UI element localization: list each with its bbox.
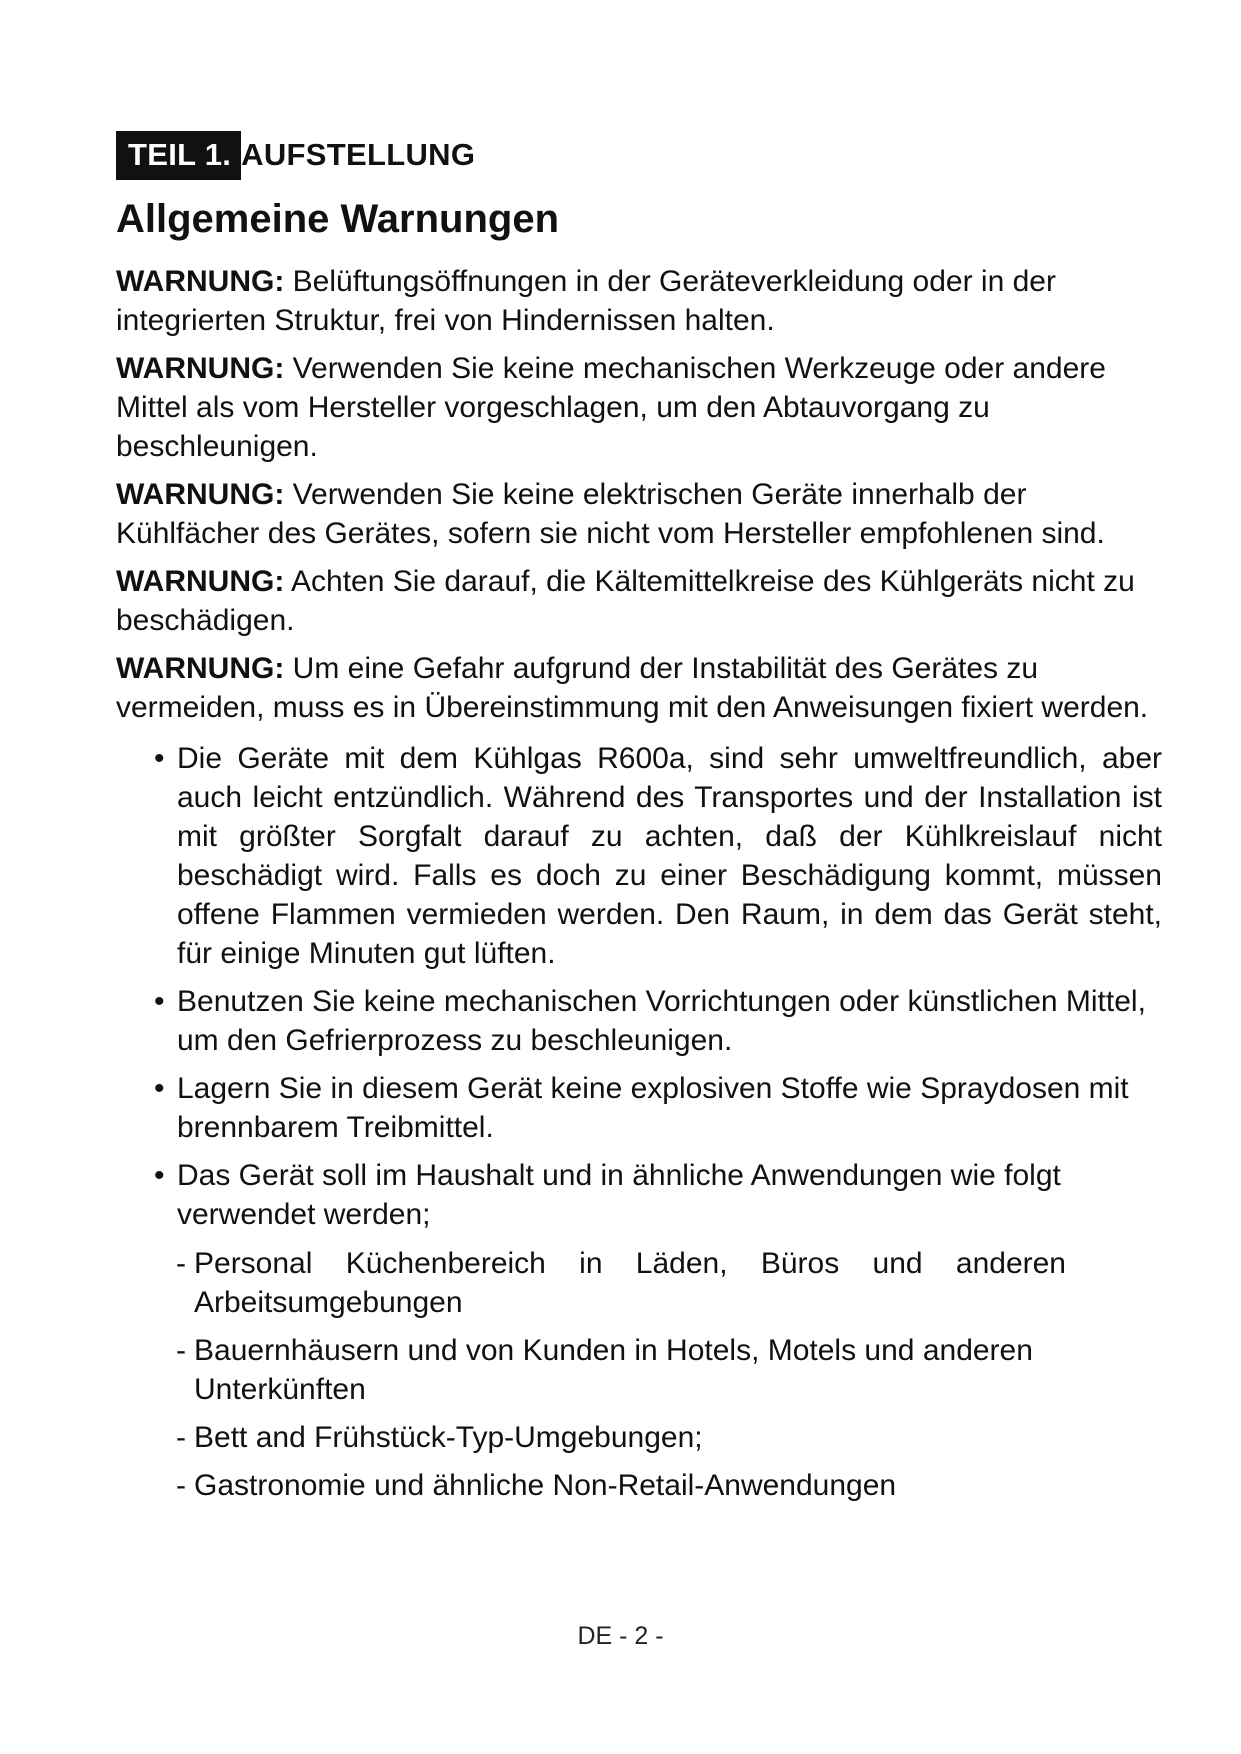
page-title: Allgemeine Warnungen: [116, 197, 560, 241]
warning-paragraph: [116, 262, 1176, 340]
bullet-icon: •: [154, 742, 165, 775]
sub-list-item: [116, 1331, 1176, 1409]
warning-text: Verwenden Sie keine elektrischen Geräte innerhalb der Kühlfächer des Gerätes, sofern sie nicht vom Hersteller empfohlenen sind.: [116, 478, 1105, 550]
warning-text: Achten Sie darauf, die Kältemittelkreise des Kühlgeräts nicht zu beschädigen.: [116, 565, 1135, 637]
bullet-icon: •: [154, 1072, 165, 1105]
sub-list-item-text: Gastronomie und ähnliche Non-Retail-Anwendungen: [194, 1469, 897, 1502]
warning-paragraph: [116, 475, 1176, 553]
list-item: [116, 1069, 1176, 1147]
section-header: [116, 130, 1176, 180]
warning-label: WARNUNG:: [116, 565, 285, 598]
warning-text: Verwenden Sie keine mechanischen Werkzeuge oder andere Mittel als vom Hersteller vorgeschlagen, um den Abtauvorgang zu beschleunigen.: [116, 352, 1106, 463]
list-item: [116, 982, 1176, 1060]
warning-text: Um eine Gefahr aufgrund der Instabilität des Gerätes zu vermeiden, muss es in Übereinstimmung mit den Anweisungen fixiert werden.: [116, 652, 1149, 724]
sub-list-item-text: Bett and Frühstück-Typ-Umgebungen;: [194, 1421, 703, 1454]
sub-list-item-text: Bauernhäusern und von Kunden in Hotels, Motels und anderen Unterkünften: [194, 1334, 1033, 1406]
section-label: TEIL 1.: [116, 131, 241, 180]
list-item: [116, 1156, 1176, 1234]
section-title: AUFSTELLUNG: [241, 137, 476, 172]
warning-paragraph: [116, 562, 1176, 640]
warning-text: Belüftungsöffnungen in der Geräteverkleidung oder in der integrierten Struktur, frei von Hindernissen halten.: [116, 265, 1056, 337]
bullet-list: [116, 739, 1176, 1234]
sub-list-item-text: Personal Küchenbereich in Läden, Büros und anderen Arbeitsumgebungen: [194, 1247, 1066, 1319]
warning-paragraph: [116, 349, 1176, 466]
page-number: DE - 2 -: [577, 1622, 664, 1650]
bullet-icon: •: [154, 1159, 165, 1192]
bullet-icon: •: [154, 985, 165, 1018]
sub-list: [116, 1244, 1176, 1505]
dash-icon: -: [176, 1334, 186, 1367]
sub-list-item: [116, 1244, 1176, 1322]
warning-label: WARNUNG:: [116, 265, 285, 298]
list-item-text: Lagern Sie in diesem Gerät keine explosiven Stoffe wie Spraydosen mit brennbarem Treibmittel.: [177, 1072, 1129, 1144]
list-item-text: Die Geräte mit dem Kühlgas R600a, sind sehr umweltfreundlich, aber auch leicht entzündlich. Während des Transportes und der Installation ist mit größter Sorgfalt darauf zu achten, daß der Kühlkreislauf nicht beschädigt wird. Falls es doch zu einer Beschädigung kommt, müssen offene Flammen vermieden werden. Den Raum, in dem das Gerät steht, für einige Minuten gut lüften.: [177, 742, 1162, 970]
sub-list-item: [116, 1466, 1176, 1505]
dash-icon: -: [176, 1469, 186, 1502]
list-item-text: Das Gerät soll im Haushalt und in ähnliche Anwendungen wie folgt verwendet werden;: [177, 1159, 1061, 1231]
warning-label: WARNUNG:: [116, 478, 285, 511]
document-page: [116, 130, 1176, 1514]
list-item-text: Benutzen Sie keine mechanischen Vorrichtungen oder künstlichen Mittel, um den Gefrierprozess zu beschleunigen.: [177, 985, 1146, 1057]
warnings-list: [116, 262, 1176, 727]
warning-label: WARNUNG:: [116, 652, 285, 685]
dash-icon: -: [176, 1247, 186, 1280]
warning-paragraph: [116, 649, 1176, 727]
warning-label: WARNUNG:: [116, 352, 285, 385]
dash-icon: -: [176, 1421, 186, 1454]
list-item: [116, 739, 1176, 973]
sub-list-item: [116, 1418, 1176, 1457]
